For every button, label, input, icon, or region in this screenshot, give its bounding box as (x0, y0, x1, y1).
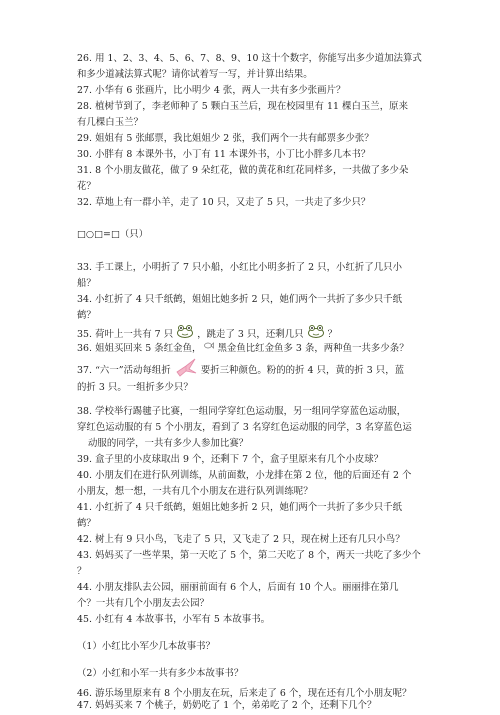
problem-31-line-2: 花？ (77, 181, 96, 192)
problem-37-part-2: 要折三种颜色。粉的的折 4 只，黄的折 3 只，蓝 (200, 364, 405, 376)
problem-43-line-2: ？ (77, 566, 87, 577)
problem-45: 45. 小红有 4 本故事书，小军有 5 本故事书。 (77, 614, 271, 625)
answer-template: □○□=□（只） (77, 229, 149, 240)
problem-36-part-1: 36. 姐姐买回来 5 条红金鱼， (77, 342, 202, 354)
problem-35-part-2: ，跳走了 3 只，还剩几只 (197, 328, 304, 340)
problem-29: 29. 姐姐有 5 张邮票，我比姐姐少 2 张，我们两个一共有邮票多少张？ (77, 133, 374, 144)
problem-34-line-1: 34. 小红折了 4 只千纸鹤，姐姐比她多折 2 只，她们两个一共折了多少只千纸 (77, 294, 402, 305)
problem-35-part-1: 35. 荷叶上一共有 7 只 (77, 328, 174, 340)
problem-38-line-1: 38. 学校举行踢毽子比赛，一组同学穿红色运动服，另一组同学穿蓝色运动服， (77, 406, 407, 417)
fish-icon (204, 340, 214, 357)
problem-37-part-1: 37. “六一”活动每组折 (77, 364, 171, 376)
problem-46: 46. 游乐场里原来有 8 个小朋友在玩，后来走了 6 个，现在还有几个小朋友呢？ (77, 688, 412, 699)
problem-44-line-2: 个？一共有几个小朋友去公园？ (77, 598, 209, 609)
problem-40-line-1: 40. 小朋友们在进行队列训练，从前面数，小龙排在第 2 位，他的后面还有 2 个 (77, 470, 412, 481)
problem-28-line-2: 有几棵白玉兰？ (77, 117, 143, 128)
problem-31-line-1: 31. 8 个小朋友做花，做了 9 朵红花，做的黄花和红花同样多，一共做了多少朵 (77, 165, 409, 176)
problem-35-part-3: ？ (327, 328, 338, 340)
problem-34-line-2: 鹤？ (77, 310, 96, 321)
problem-36 (77, 340, 427, 357)
problem-33-line-2: 船？ (77, 278, 96, 289)
problem-40-line-2: 小朋友，想一想，一共有几个小朋友在进行队列训练呢？ (77, 486, 313, 497)
problem-38-line-3: 动服的同学，一共有多少人参加比赛？ (88, 438, 249, 449)
problem-37-line-2: 的折 3 只。一组折多少只？ (77, 382, 193, 393)
problem-41-line-1: 41. 小红折了 4 只千纸鹤，姐姐比她多折 2 只，她们两个一共折了多少只千纸 (77, 502, 402, 513)
problem-41-line-2: 鹤？ (77, 518, 96, 529)
problem-42: 42. 树上有 9 只小鸟，飞走了 5 只，又飞走了 2 只，现在树上还有几只小鸟？ (77, 534, 405, 545)
problem-32: 32. 草地上有一群小羊，走了 10 只，又走了 5 只，一共走了多少只？ (77, 197, 371, 208)
problem-44-line-1: 44. 小朋友排队去公园，丽丽前面有 6 个人，后面有 10 个人。丽丽排在第几 (77, 582, 399, 593)
problem-45-sub-1: （1）小红比小军少几本故事书？ (77, 641, 215, 652)
problem-30: 30. 小胖有 8 本课外书，小丁有 11 本课外书，小丁比小胖多几本书？ (77, 149, 371, 160)
problem-47: 47. 妈妈买来 7 个桃子，奶奶吃了 1 个，弟弟吃了 2 个，还剩下几个？ (77, 700, 377, 711)
problem-33-line-1: 33. 手工课上，小明折了 7 只小船，小红比小明多折了 2 只，小红折了几只小 (77, 262, 402, 273)
problem-26-line-2: 和多少道减法算式呢？请你试着写一写，并计算出结果。 (77, 69, 313, 80)
problem-26-line-1: 26. 用 1、2、3、4、5、6、7、8、9、10 这十个数字，你能写出多少道加法算式 (77, 53, 422, 64)
problem-28-line-1: 28. 植树节到了，李老师种了 5 颗白玉兰后，现在校园里有 11 棵白玉兰，原来 (77, 101, 409, 112)
problem-43-line-1: 43. 妈妈买了一些苹果，第一天吃了 5 个，第二天吃了 8 个，两天一共吃了多少个 (77, 550, 421, 561)
problem-38-line-2: 穿红色运动服的有 5 个小朋友，看到了 3 名穿红色运动服的同学，3 名穿蓝色运 (77, 422, 412, 433)
problem-39: 39. 盒子里的小皮球取出 9 个，还剩下 7 个，盒子里原来有几个小皮球？ (77, 454, 384, 465)
problem-36-part-2: 黑金鱼比红金鱼多 3 条，两种鱼一共多少条？ (217, 342, 409, 354)
problem-27: 27. 小华有 6 张画片，比小明少 4 张，两人一共有多少张画片？ (77, 85, 346, 96)
problem-45-sub-2: （2）小红和小军一共有多少本故事书？ (77, 668, 244, 679)
